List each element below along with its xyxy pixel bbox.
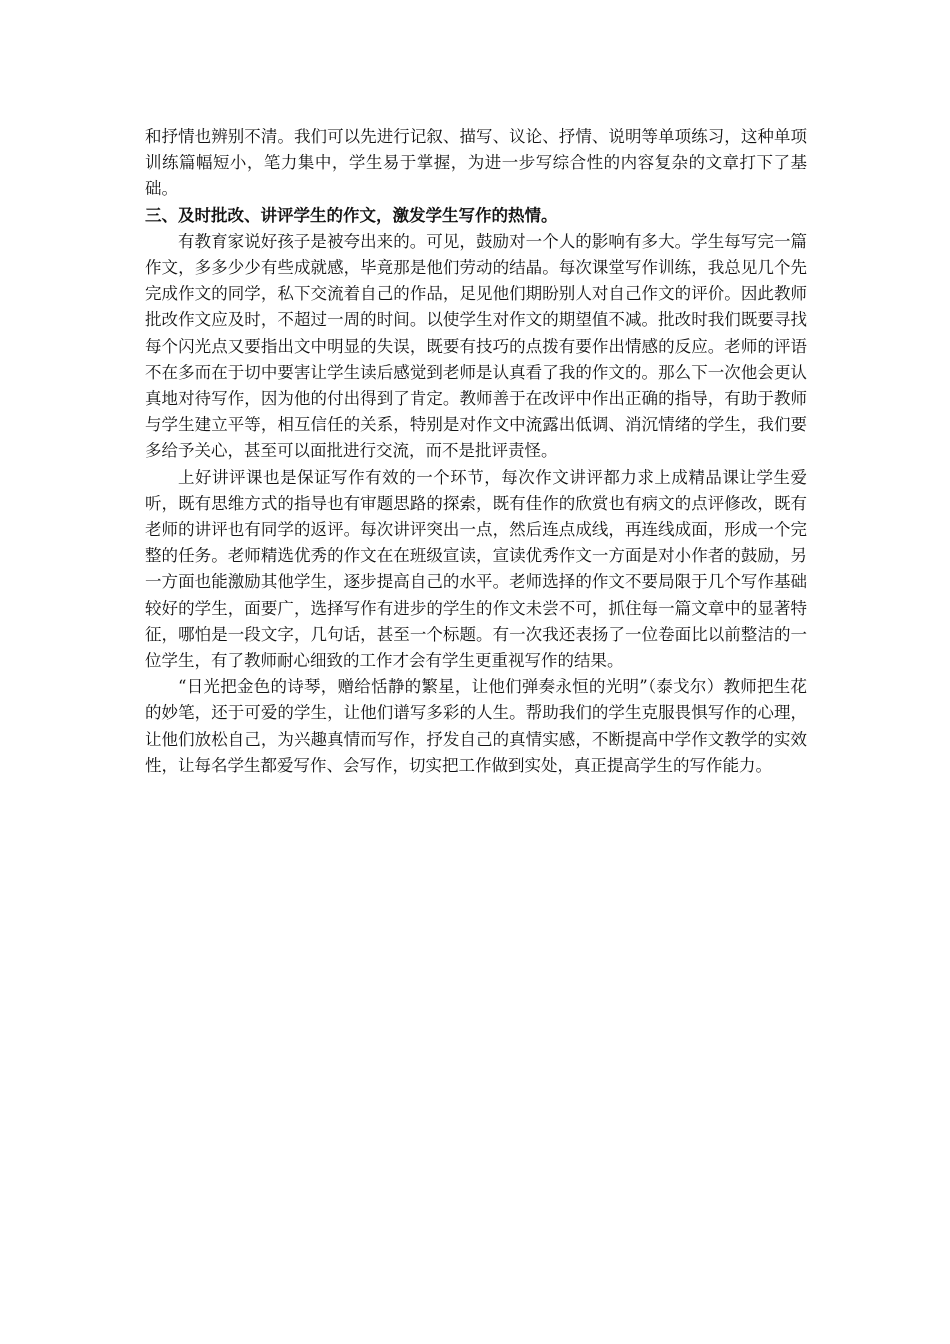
document-body bbox=[145, 124, 807, 779]
paragraph-review-class: 上好讲评课也是保证写作有效的一个环节，每次作文讲评都力求上成精品课让学生爱听，既有思维方式的指导也有审题思路的探索，既有佳作的欣赏也有病文的点评修改，既有老师的讲评也有同学的返评。每次讲评突出一点，然后连点成线，再连线成面，形成一个完整的任务。老师精选优秀的作文在在班级宣读，宣读优秀作文一方面是对小作者的鼓励，另一方面也能激励其他学生，逐步提高自己的水平。老师选择的作文不要局限于几个写作基础较好的学生，面要广，选择写作有进步的学生的作文未尝不可，抓住每一篇文章中的显著特征，哪怕是一段文字，几句话，甚至一个标题。有一次我还表扬了一位卷面比以前整洁的一位学生，有了教师耐心细致的工作才会有学生更重视写作的结果。 bbox=[145, 467, 807, 671]
paragraph-continuation: 和抒情也辨别不清。我们可以先进行记叙、描写、议论、抒情、说明等单项练习，这种单项训练篇幅短小，笔力集中，学生易于掌握，为进一步写综合性的内容复杂的文章打下了基础。 bbox=[145, 127, 807, 199]
section-heading: 三、及时批改、讲评学生的作文，激发学生写作的热情。 bbox=[145, 205, 558, 225]
paragraph-conclusion: “日光把金色的诗琴，赠给恬静的繁星，让他们弹奏永恒的光明”（泰戈尔）教师把生花的妙笔，还于可爱的学生，让他们谱写多彩的人生。帮助我们的学生克服畏惧写作的心理，让他们放松自己，为兴趣真情而写作，抒发自己的真情实感，不断提高中学作文教学的实效性，让每名学生都爱写作、会写作，切实把工作做到实处，真正提高学生的写作能力。 bbox=[145, 677, 807, 775]
paragraph-encouragement: 有教育家说好孩子是被夸出来的。可见，鼓励对一个人的影响有多大。学生每写完一篇作文，多多少少有些成就感，毕竟那是他们劳动的结晶。每次课堂写作训练，我总见几个先完成作文的同学，私下交流着自己的作品，足见他们期盼别人对自己作文的评价。因此教师批改作文应及时，不超过一周的时间。以使学生对作文的期望值不减。批改时我们既要寻找每个闪光点又要指出文中明显的失误，既要有技巧的点拨有要作出情感的反应。老师的评语不在多而在于切中要害让学生读后感觉到老师是认真看了我的作文的。那么下一次他会更认真地对待写作，因为他的付出得到了肯定。教师善于在改评中作出正确的指导，有助于教师与学生建立平等，相互信任的关系，特别是对作文中流露出低调、消沉情绪的学生，我们要多给予关心，甚至可以面批进行交流，而不是批评责怪。 bbox=[145, 231, 807, 461]
